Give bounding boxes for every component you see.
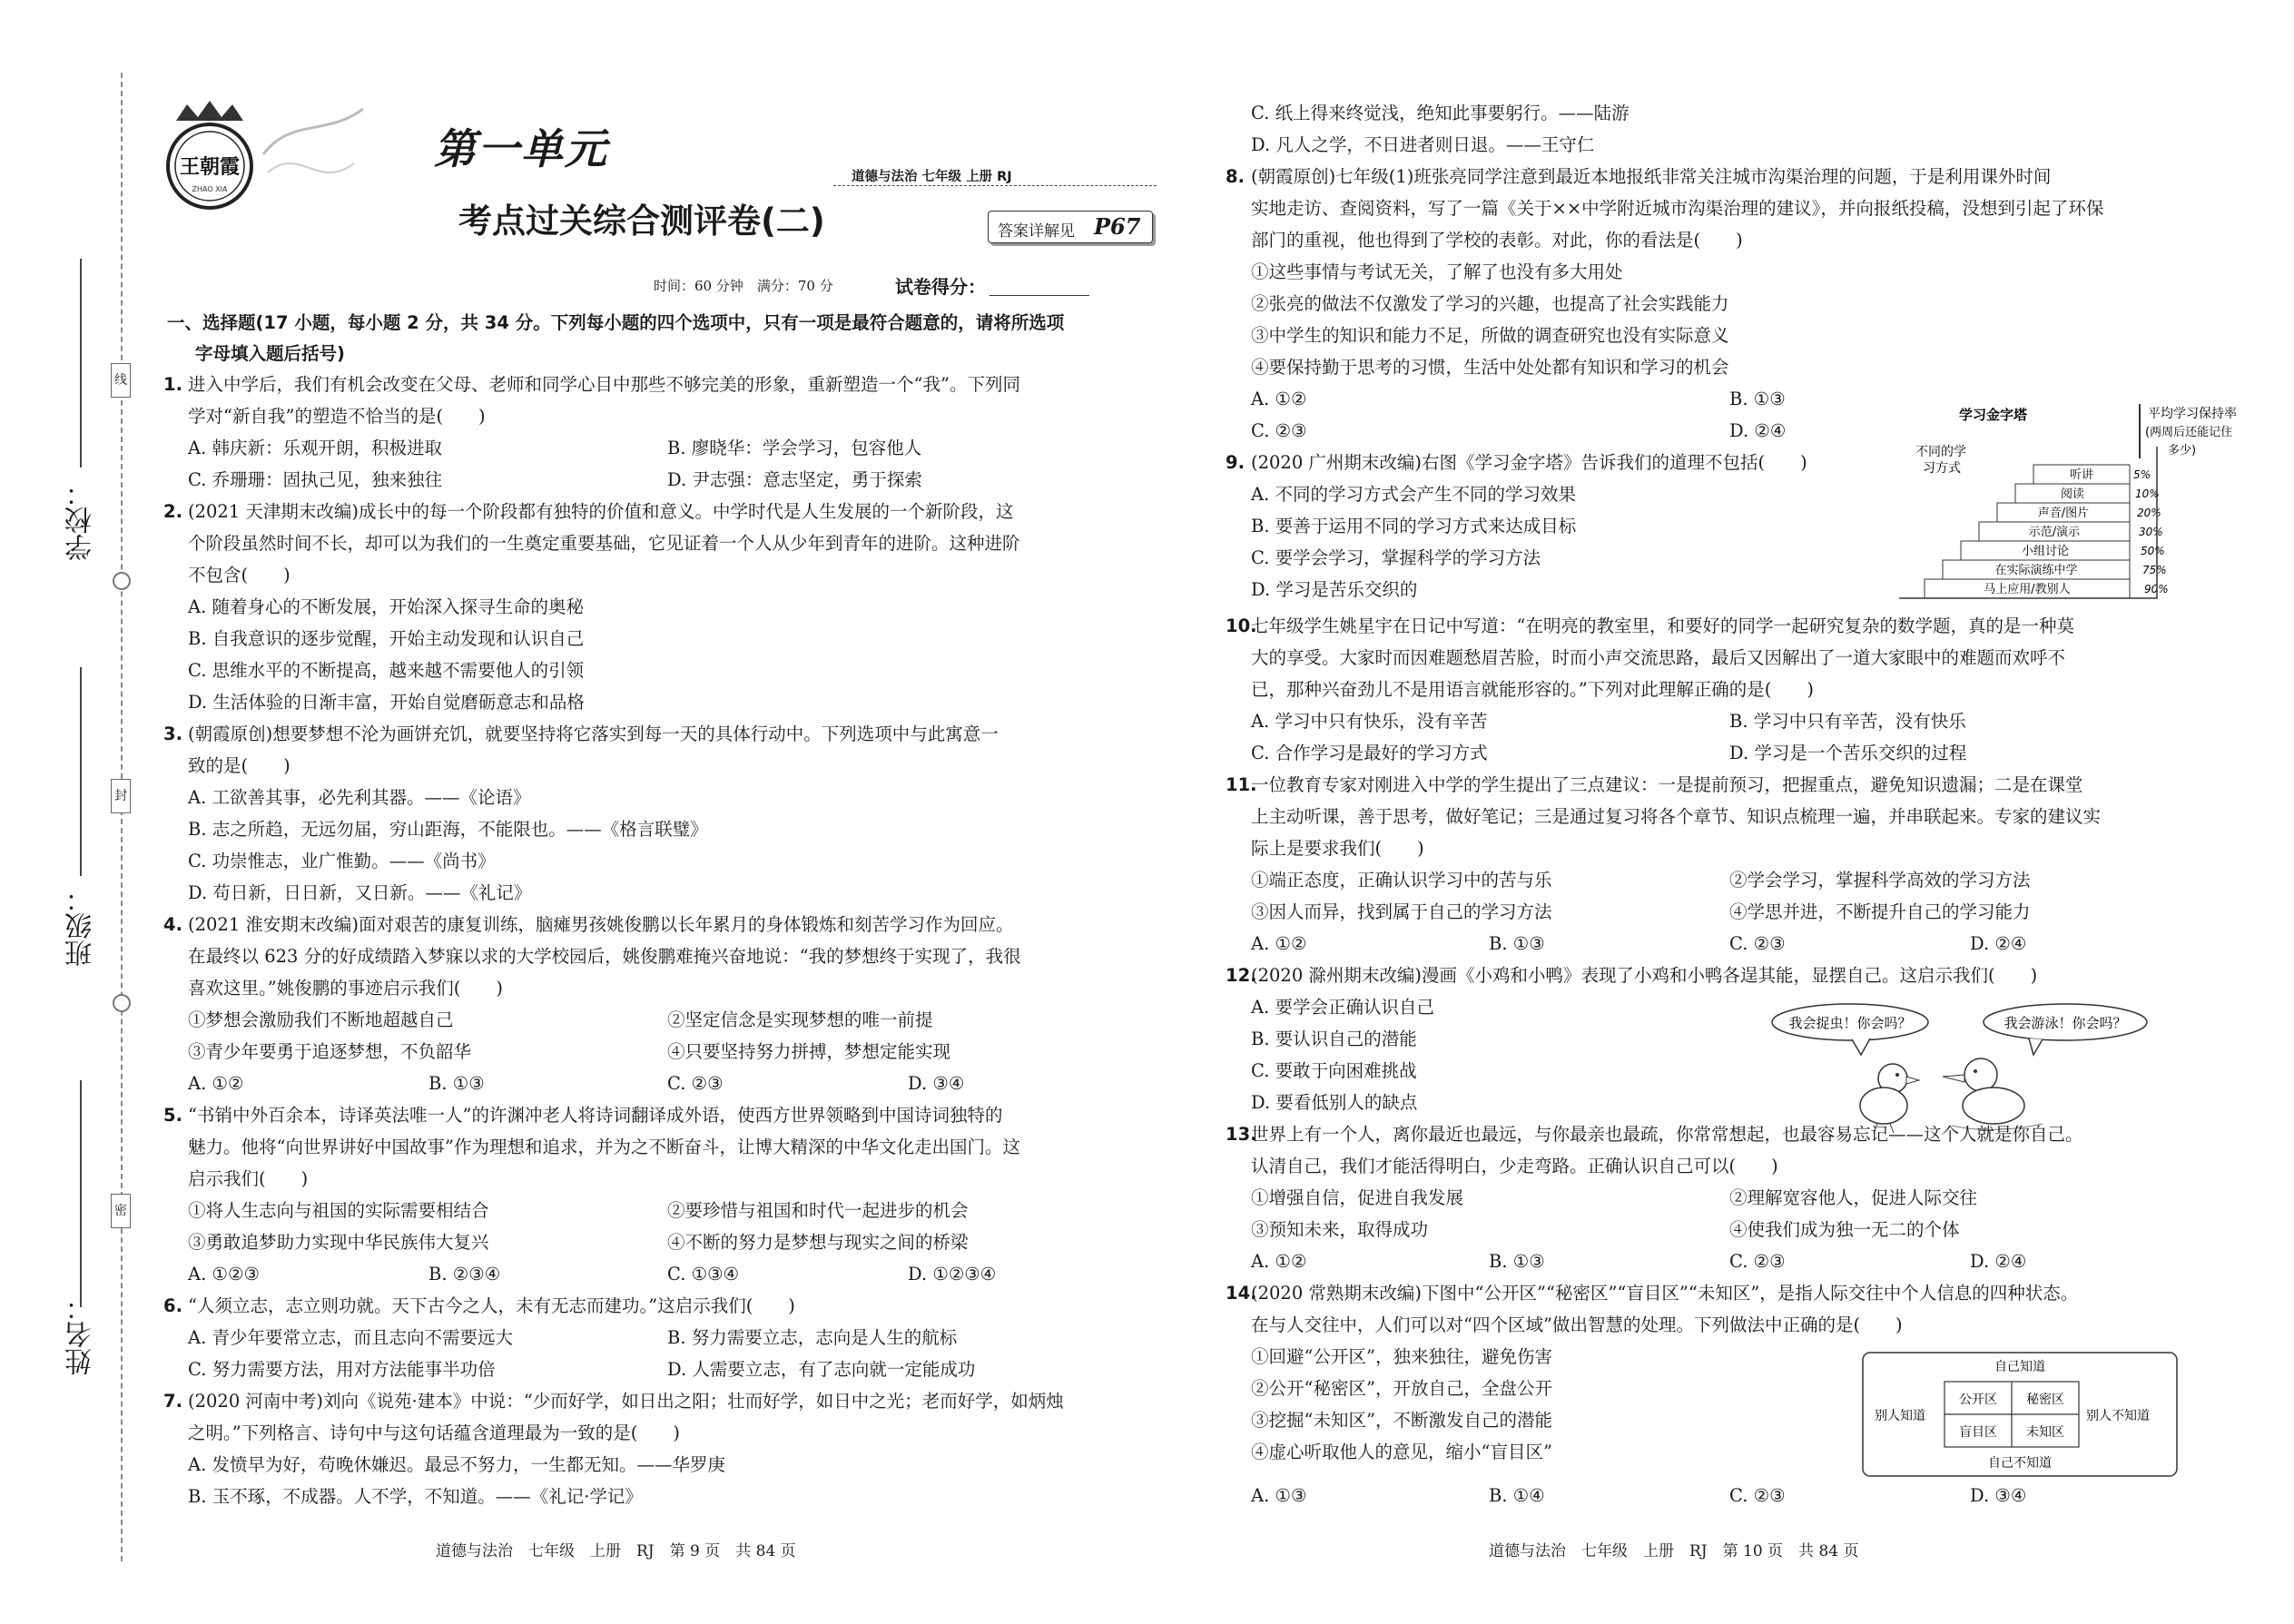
option-c[interactable]: C. ①③④: [667, 1264, 740, 1284]
pyramid-level-label: 在实际演练中学: [1994, 564, 2078, 577]
option-a[interactable]: A. 发愤早为好，苟晚休嫌迟。最忌不努力，一生都无知。——华罗庚: [188, 1454, 725, 1475]
statement-1: ①这些事情与考试无关，了解了也没有多大用处: [1251, 261, 1623, 282]
option-c[interactable]: C. 合作学习是最好的学习方式: [1251, 743, 1488, 763]
statement-3: ③青少年要勇于追逐梦想，不负韶华: [188, 1041, 472, 1062]
blind-area: 盲目区: [1959, 1425, 1997, 1440]
option-d[interactable]: D. 苟日新，日日新，又日新。——《礼记》: [188, 882, 532, 903]
option-a[interactable]: A. ①③: [1251, 1485, 1307, 1506]
seal-mark-feng: 封: [111, 779, 131, 813]
statement-2: ②理解宽容他人，促进人际交往: [1729, 1187, 1978, 1208]
question-text: (2021 天津期末改编)成长中的每一个阶段都有独特的价值和意义。中学时代是人生发展的一个新阶段，这: [188, 501, 1014, 522]
pyramid-note: 多少): [2168, 444, 2197, 458]
option-d[interactable]: D. 学习是一个苦乐交织的过程: [1729, 743, 1967, 763]
question-text: (2020 滁州期末改编)漫画《小鸡和小鸭》表现了小鸡和小鸭各逞其能，显摆自己。这启示我们( ): [1251, 965, 2038, 986]
option-b[interactable]: B. ①③: [1489, 1251, 1545, 1272]
pyramid-rate: 20%: [2137, 507, 2161, 519]
question-text: 致的是( ): [188, 755, 290, 776]
option-a[interactable]: A. 随着身心的不断发展，开始深入探寻生命的奥秘: [188, 596, 584, 617]
learning-pyramid-figure: [1895, 399, 2240, 613]
score-label: 试卷得分：: [895, 276, 986, 298]
pyramid-rate: 75%: [2142, 564, 2167, 576]
statement-3: ③预知未来，取得成功: [1251, 1219, 1429, 1240]
option-c[interactable]: C. ②③: [1729, 1485, 1786, 1506]
question-number: 7.: [163, 1391, 182, 1412]
statement-4: ④学思并进，不断提升自己的学习能力: [1729, 901, 2031, 922]
question-text: (2020 广州期末改编)右图《学习金字塔》告诉我们的道理不包括( ): [1251, 452, 1807, 473]
option-b[interactable]: B. ②③④: [428, 1264, 501, 1284]
option-a[interactable]: A. 工欲善其事，必先利其器。——《论语》: [188, 787, 531, 808]
ribbon-decoration: [254, 100, 381, 218]
option-d[interactable]: D. 凡人之学，不日进者则日退。——王守仁: [1251, 134, 1595, 155]
statement-3: ③中学生的知识和能力不足，所做的调查研究也没有实际意义: [1251, 325, 1729, 346]
pyramid-left-label: 习方式: [1923, 461, 1961, 476]
question-text: 喜欢这里。”姚俊鹏的事迹启示我们( ): [188, 978, 503, 999]
option-c[interactable]: C. 要敢于向困难挑战: [1251, 1060, 1417, 1081]
option-a[interactable]: A. ①②: [1251, 389, 1307, 409]
statement-3: ③挖掘“未知区”，不断激发自己的潜能: [1251, 1410, 1552, 1431]
statement-4: ④使我们成为独一无二的个体: [1729, 1219, 1960, 1240]
question-text: (2020 常熟期末改编)下图中“公开区”“秘密区”“盲目区”“未知区”，是指人际交往中个人信息的四种状态。: [1251, 1283, 2079, 1304]
option-a[interactable]: A. 要学会正确认识自己: [1251, 997, 1434, 1018]
question-text: 个阶段虽然时间不长，却可以为我们的一生奠定重要基础，它见证着一个人从少年到青年的进阶。这种进阶: [188, 533, 1020, 554]
question-text: 启示我们( ): [188, 1168, 309, 1189]
pyramid-level-label: 听讲: [2069, 468, 2094, 482]
option-d[interactable]: D. 生活体验的日渐丰富，开始自觉磨砺意志和品格: [188, 692, 585, 713]
option-c[interactable]: C. 思维水平的不断提高，越来越不需要他人的引领: [188, 660, 585, 681]
question-text: 际上是要求我们( ): [1251, 838, 1424, 859]
page-footer-left: 道德与法治 七年级 上册 RJ 第 9 页 共 84 页: [436, 1542, 796, 1560]
option-d[interactable]: D. ①②③④: [908, 1264, 997, 1284]
option-a[interactable]: A. ①②: [188, 1073, 244, 1094]
pyramid-level-label: 示范/演示: [2028, 526, 2081, 539]
seal-mark-mi: 密: [111, 1194, 131, 1228]
question-text: 不包含( ): [188, 565, 290, 586]
statement-3: ③勇敢追梦助力实现中华民族伟大复兴: [188, 1232, 489, 1253]
option-b[interactable]: B. 自我意识的逐步觉醒，开始主动发现和认识自己: [188, 628, 585, 649]
statement-2: ②张亮的做法不仅激发了学习的兴趣，也提高了社会实践能力: [1251, 293, 1729, 314]
option-b[interactable]: B. 努力需要立志，志向是人生的航标: [667, 1327, 958, 1348]
window-left-label: 别人知道: [1875, 1409, 1925, 1423]
brand-logo: [156, 95, 263, 213]
window-top-label: 自己知道: [1994, 1360, 2045, 1374]
unit-title: 第一单元: [434, 124, 608, 173]
binding-dashed-line: [121, 73, 123, 1561]
seal-mark-xian: 线: [111, 363, 131, 398]
section-instruction: 字母填入题后括号): [195, 343, 345, 364]
question-text: (朝霞原创)七年级(1)班张亮同学注意到最近本地报纸非常关注城市沟渠治理的问题，于是利用课外时间: [1251, 166, 2052, 187]
pyramid-rate: 10%: [2135, 487, 2160, 500]
exam-meta: 时间：60 分钟 满分：70 分: [654, 278, 833, 294]
question-number: 14.: [1226, 1283, 1257, 1304]
pyramid-level-label: 马上应用/教别人: [1984, 583, 2071, 596]
school-label: 学校：: [65, 479, 97, 561]
option-b[interactable]: B. 志之所趋，无远勿届，穷山距海，不能限也。——《格言联璧》: [188, 819, 708, 840]
school-blank-line: [80, 259, 82, 468]
unknown-area: 未知区: [2026, 1425, 2064, 1440]
question-number: 5.: [163, 1105, 182, 1126]
section-instruction: 一、选择题(17 小题，每小题 2 分，共 34 分。下列每小题的四个选项中，只有一项是最符合题意的，请将所选项: [167, 312, 1065, 333]
question-text: 之明。”下列格言、诗句中与这句话蕴含道理最为一致的是( ): [188, 1422, 680, 1443]
answer-ref-box: 答案详解见 P67: [988, 211, 1153, 243]
page-footer-right: 道德与法治 七年级 上册 RJ 第 10 页 共 84 页: [1489, 1542, 1859, 1560]
pyramid-rate: 30%: [2139, 526, 2163, 538]
option-b[interactable]: B. 廖晓华：学会学习，包容他人: [667, 438, 922, 458]
pyramid-note: (两周后还能记住: [2145, 426, 2233, 439]
option-b[interactable]: B. 学习中只有辛苦，没有快乐: [1729, 711, 1966, 732]
question-number: 11.: [1226, 774, 1257, 795]
question-number: 6.: [163, 1295, 182, 1316]
statement-2: ②要珍惜与祖国和时代一起进步的机会: [667, 1200, 969, 1221]
option-d[interactable]: D. 要看低别人的缺点: [1251, 1092, 1418, 1113]
option-c[interactable]: C. 纸上得来终觉浅，绝知此事要躬行。——陆游: [1251, 103, 1629, 123]
option-b[interactable]: B. 要认识自己的潜能: [1251, 1029, 1417, 1049]
question-text: (朝霞原创)想要梦想不沦为画饼充饥，就要坚持将它落实到每一天的具体行动中。下列选项中与此寓意一: [188, 723, 999, 744]
option-d[interactable]: D. 尹志强：意志坚定，勇于探索: [667, 469, 922, 490]
option-c[interactable]: C. 功崇惟志，业广惟勤。——《尚书》: [188, 851, 496, 871]
binding-hole: [113, 994, 131, 1012]
question-number: 1.: [163, 374, 182, 395]
question-number: 13.: [1226, 1124, 1257, 1145]
option-d[interactable]: D. 人需要立志，有了志向就一定能成功: [667, 1359, 976, 1380]
question-text: 部门的重视，他也得到了学校的表彰。对此，你的看法是( ): [1251, 230, 1743, 251]
statement-4: ④不断的努力是梦想与现实之间的桥梁: [667, 1232, 969, 1253]
question-number: 4.: [163, 914, 182, 935]
pyramid-rate: 50%: [2141, 545, 2165, 557]
option-b[interactable]: B. ①③: [1489, 933, 1545, 954]
subject-tag: 道德与法治 七年级 上册 RJ: [852, 170, 1012, 184]
option-d[interactable]: D. ③④: [908, 1073, 965, 1094]
score-blank[interactable]: [989, 295, 1089, 296]
option-c[interactable]: C. 努力需要方法，用对方法能事半功倍: [188, 1359, 496, 1380]
pyramid-level-label: 小组讨论: [2021, 545, 2070, 558]
tag-underline: [833, 185, 1157, 186]
svg-text:王朝霞: 王朝霞: [179, 156, 241, 179]
statement-4: ④要保持勤于思考的习惯，生活中处处都有知识和学习的机会: [1251, 357, 1729, 378]
svg-text:ZHAO XIA: ZHAO XIA: [192, 185, 228, 193]
option-c[interactable]: C. ②③: [667, 1073, 724, 1094]
name-label: 姓名：: [65, 1294, 97, 1375]
option-a[interactable]: A. 青少年要常立志，而且志向不需要远大: [188, 1327, 513, 1348]
class-blank-line: [80, 667, 82, 876]
statement-1: ①端正态度，正确认识学习中的苦与乐: [1251, 870, 1552, 891]
question-text: 学对“新自我”的塑造不恰当的是( ): [188, 406, 486, 427]
pyramid-title: 学习金字塔: [1959, 407, 2028, 423]
statement-1: ①梦想会激励我们不断地超越自己: [188, 1009, 454, 1030]
option-c[interactable]: C. ②③: [1251, 420, 1307, 441]
question-number: 9.: [1226, 452, 1245, 473]
question-text: 在与人交往中，人们可以对“四个区域”做出智慧的处理。下列做法中正确的是( ): [1251, 1314, 1903, 1335]
question-text: 实地走访、查阅资料，写了一篇《关于××中学附近城市沟渠治理的建议》，并向报纸投稿，没想到引起了环保: [1251, 198, 2104, 219]
option-c[interactable]: C. ②③: [1729, 933, 1786, 954]
pyramid-level-label: 阅读: [2060, 487, 2085, 501]
statement-2: ②公开“秘密区”，开放自己，全盘公开: [1251, 1378, 1552, 1399]
option-b[interactable]: B. 要善于运用不同的学习方式来达成目标: [1251, 516, 1577, 536]
open-area: 公开区: [1959, 1393, 1997, 1407]
pyramid-left-label: 不同的学: [1915, 445, 1966, 459]
option-a[interactable]: A. ①②: [1251, 1251, 1307, 1272]
option-b[interactable]: B. ①④: [1489, 1485, 1545, 1506]
question-number: 2.: [163, 501, 182, 522]
pyramid-rate: 90%: [2144, 583, 2169, 595]
statement-2: ②坚定信念是实现梦想的唯一前提: [667, 1009, 933, 1030]
option-a[interactable]: A. 不同的学习方式会产生不同的学习效果: [1251, 484, 1576, 505]
question-text: 上主动听课，善于思考，做好笔记；三是通过复习将各个章节、知识点梳理一遍，并串联起来。专家的建议实: [1251, 806, 2102, 827]
chick-and-duck-cartoon: [1770, 999, 2151, 1135]
option-c[interactable]: C. ②③: [1729, 1251, 1786, 1272]
question-text: 在最终以 623 分的好成绩踏入梦寐以求的大学校园后，姚俊鹏难掩兴奋地说：“我的梦想终于实现了，我很: [188, 946, 1021, 967]
statement-3: ③因人而异，找到属于自己的学习方法: [1251, 901, 1552, 922]
option-a[interactable]: A. ①②: [1251, 933, 1307, 954]
statement-1: ①将人生志向与祖国的实际需要相结合: [188, 1200, 489, 1221]
name-blank-line: [80, 1080, 82, 1307]
option-a[interactable]: A. ①②③: [188, 1264, 260, 1284]
pyramid-note: 平均学习保持率: [2148, 407, 2237, 421]
chick-speech: 我会捉虫！你会吗？: [1788, 1015, 1912, 1031]
option-d[interactable]: D. ②④: [1970, 933, 2027, 954]
window-right-label: 别人不知道: [2086, 1409, 2150, 1423]
statement-2: ②学会学习，掌握科学高效的学习方法: [1729, 870, 2031, 891]
option-a[interactable]: A. 学习中只有快乐，没有辛苦: [1251, 711, 1488, 732]
option-d[interactable]: D. ②④: [1729, 420, 1787, 441]
question-number: 12.: [1226, 965, 1257, 986]
question-text: 进入中学后，我们有机会改变在父母、老师和同学心目中那些不够完美的形象，重新塑造一个“我”。下列同: [188, 374, 1020, 395]
option-d[interactable]: D. 学习是苦乐交织的: [1251, 579, 1418, 600]
question-number: 3.: [163, 723, 182, 744]
question-text: “书销中外百余本，诗译英法唯一人”的许渊冲老人将诗词翻译成外语，使西方世界领略到中国诗词独特的: [188, 1105, 1003, 1126]
question-text: “人须立志，志立则功就。天下古今之人，未有无志而建功。”这启示我们( ): [188, 1295, 795, 1316]
question-number: 8.: [1226, 166, 1245, 187]
question-text: 世界上有一个人，离你最近也最远，与你最亲也最疏，你常常想起，也最容易忘记——这个人就是你自己。: [1251, 1124, 2083, 1145]
johari-window-figure: [1861, 1351, 2179, 1478]
question-text: 大的享受。大家时而因难题愁眉苦脸，时而小声交流思路，最后又因解出了一道大家眼中的难题而欢呼不: [1251, 647, 2066, 668]
question-text: (2020 河南中考)刘向《说苑·建本》中说：“少而好学，如日出之阳；壮而好学，如日中之光；老而好学，如炳烛: [188, 1391, 1064, 1412]
pyramid-level-label: 声音/图片: [2037, 507, 2090, 520]
question-number: 10.: [1226, 615, 1257, 636]
hidden-area: 秘密区: [2026, 1393, 2064, 1407]
option-d[interactable]: D. ③④: [1970, 1485, 2027, 1506]
question-text: 已，那种兴奋劲儿不是用语言就能形容的。”下列对此理解正确的是( ): [1251, 679, 1814, 700]
question-text: (2021 淮安期末改编)面对艰苦的康复训练，脑瘫男孩姚俊鹏以长年累月的身体锻炼和刻苦学习作为回应。: [188, 914, 1014, 935]
statement-4: ④只要坚持努力拼搏，梦想定能实现: [667, 1041, 951, 1062]
binding-hole: [113, 572, 131, 590]
option-c[interactable]: C. 乔珊珊：固执己见，独来独往: [188, 469, 443, 490]
window-bottom-label: 自己不知道: [1988, 1456, 2052, 1471]
statement-1: ①增强自信，促进自我发展: [1251, 1187, 1464, 1208]
option-a[interactable]: A. 韩庆新：乐观开朗，积极进取: [188, 438, 442, 458]
option-d[interactable]: D. ②④: [1970, 1251, 2027, 1272]
statement-1: ①回避“公开区”，独来独往，避免伤害: [1251, 1346, 1552, 1367]
answer-page: P67: [1094, 213, 1141, 240]
question-text: 魅力。他将“向世界讲好中国故事”作为理想和追求，并为之不断奋斗，让博大精深的中华文化走出国门。这: [188, 1137, 1020, 1157]
paper-title: 考点过关综合测评卷(二): [458, 202, 825, 241]
pyramid-rate: 5%: [2133, 468, 2151, 481]
question-text: 一位教育专家对刚进入中学的学生提出了三点建议：一是提前预习，把握重点，避免知识遗漏；二是在课堂: [1251, 774, 2083, 795]
question-text: 认清自己，我们才能活得明白，少走弯路。正确认识自己可以( ): [1251, 1156, 1778, 1176]
option-b[interactable]: B. ①③: [1729, 389, 1786, 409]
statement-4: ④虚心听取他人的意见，缩小“盲目区”: [1251, 1442, 1552, 1462]
option-b[interactable]: B. 玉不琢，不成器。人不学，不知道。——《礼记·学记》: [188, 1486, 643, 1507]
class-label: 班级：: [65, 885, 97, 967]
option-b[interactable]: B. ①③: [428, 1073, 485, 1094]
duck-speech: 我会游泳！你会吗？: [2004, 1015, 2127, 1031]
question-text: 七年级学生姚星宇在日记中写道：“在明亮的教室里，和要好的同学一起研究复杂的数学题，真的是一种莫: [1251, 615, 2074, 636]
option-c[interactable]: C. 要学会学习，掌握科学的学习方法: [1251, 547, 1541, 568]
